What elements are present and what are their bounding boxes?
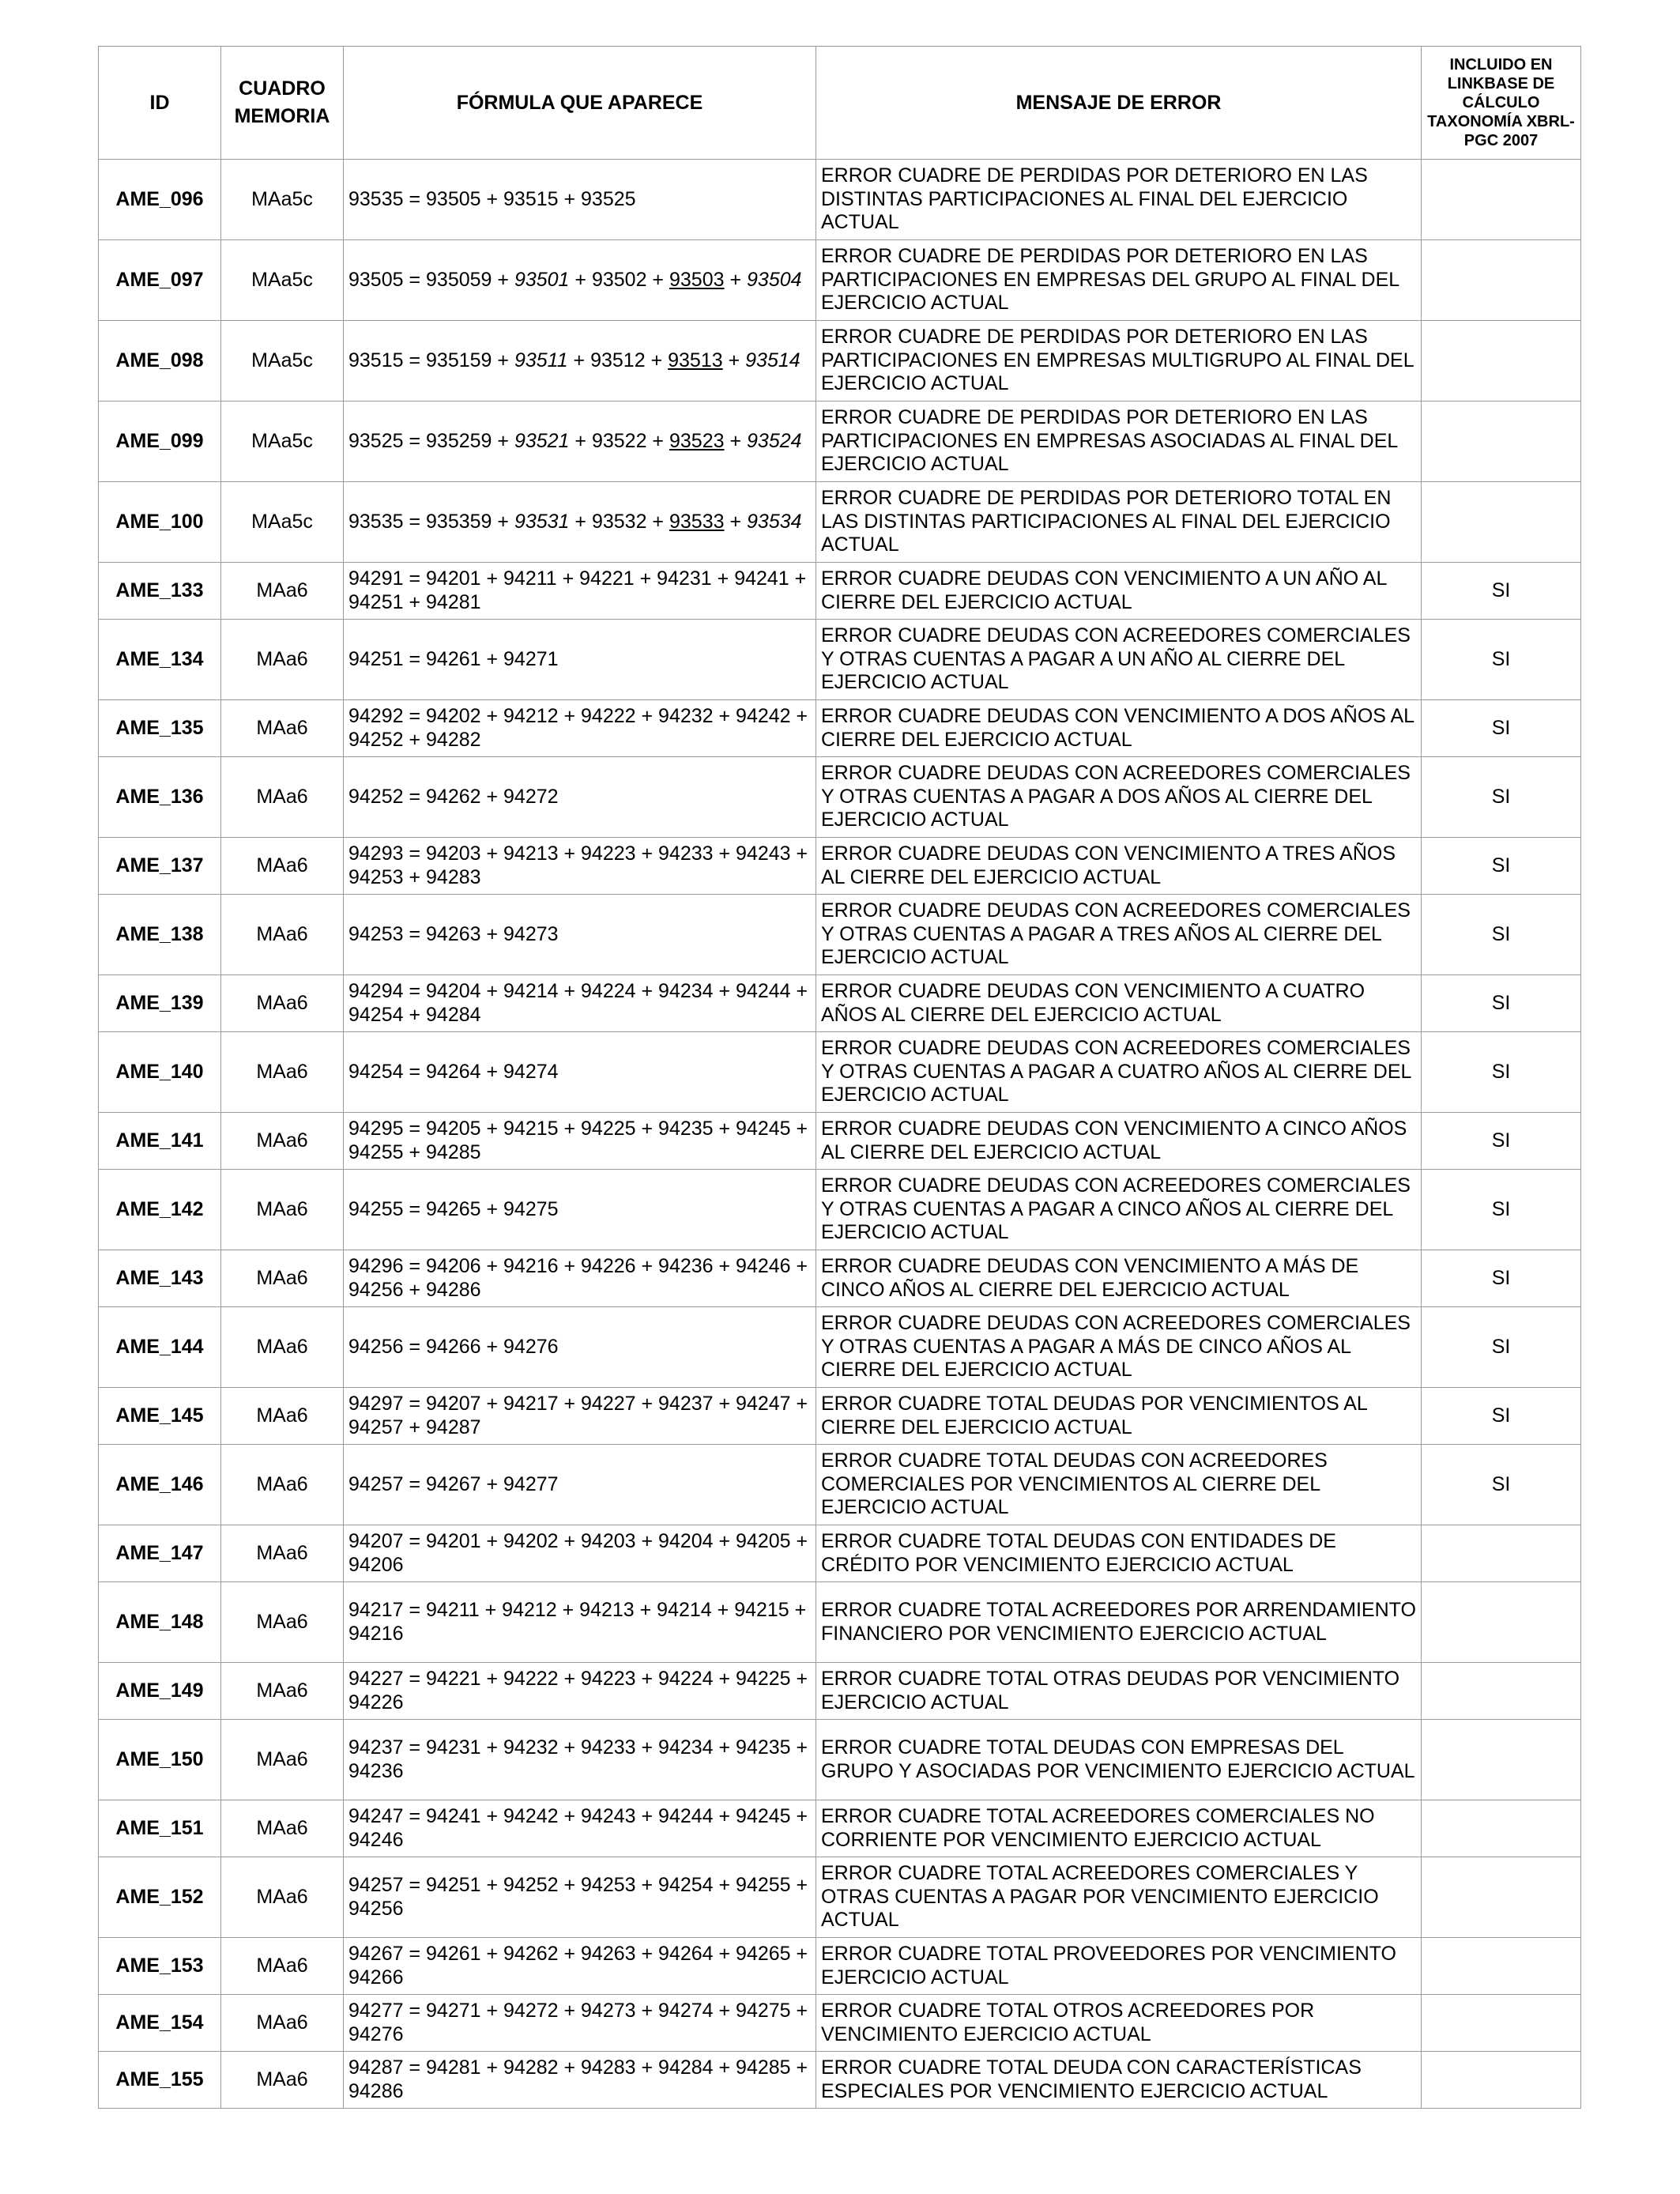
included-flag bbox=[1422, 482, 1581, 563]
formula-italic-term: 93501 bbox=[514, 268, 570, 291]
header-formula: FÓRMULA QUE APARECE bbox=[344, 47, 816, 160]
formula: 94267 = 94261 + 94262 + 94263 + 94264 + 94265 + 94266 bbox=[344, 1938, 816, 1995]
cuadro-memoria: MAa6 bbox=[221, 1800, 344, 1857]
included-flag: SI bbox=[1422, 1170, 1581, 1250]
rule-id: AME_146 bbox=[99, 1445, 221, 1525]
included-flag: SI bbox=[1422, 700, 1581, 757]
cuadro-memoria: MAa5c bbox=[221, 160, 344, 240]
rule-id: AME_151 bbox=[99, 1800, 221, 1857]
formula-text: 93515 = 935159 + bbox=[348, 349, 514, 371]
formula-text: 93505 = 935059 + bbox=[348, 268, 514, 291]
formula-italic-term: 93524 bbox=[747, 429, 802, 452]
table-row bbox=[99, 757, 1581, 838]
rule-id: AME_098 bbox=[99, 321, 221, 401]
formula: 94256 = 94266 + 94276 bbox=[344, 1307, 816, 1388]
table-row bbox=[99, 895, 1581, 975]
formula-text: + 93522 + bbox=[569, 429, 669, 452]
formula: 94287 = 94281 + 94282 + 94283 + 94284 + 94285 + 94286 bbox=[344, 2052, 816, 2109]
error-message: ERROR CUADRE DEUDAS CON ACREEDORES COMERCIALES Y OTRAS CUENTAS A PAGAR A UN AÑO AL CIERRE DEL EJERCICIO ACTUAL bbox=[816, 620, 1422, 700]
table-row bbox=[99, 620, 1581, 700]
error-message: ERROR CUADRE DEUDAS CON ACREEDORES COMERCIALES Y OTRAS CUENTAS A PAGAR A TRES AÑOS AL CIERRE DEL EJERCICIO ACTUAL bbox=[816, 895, 1422, 975]
formula: 94297 = 94207 + 94217 + 94227 + 94237 + 94247 + 94257 + 94287 bbox=[344, 1388, 816, 1445]
error-message: ERROR CUADRE DEUDAS CON ACREEDORES COMERCIALES Y OTRAS CUENTAS A PAGAR A MÁS DE CINCO AÑOS AL CIERRE DEL EJERCICIO ACTUAL bbox=[816, 1307, 1422, 1388]
rule-id: AME_152 bbox=[99, 1857, 221, 1938]
formula: 94291 = 94201 + 94211 + 94221 + 94231 + 94241 + 94251 + 94281 bbox=[344, 563, 816, 620]
error-message: ERROR CUADRE TOTAL DEUDAS CON ENTIDADES DE CRÉDITO POR VENCIMIENTO EJERCICIO ACTUAL bbox=[816, 1525, 1422, 1582]
table-row bbox=[99, 1800, 1581, 1857]
rule-id: AME_135 bbox=[99, 700, 221, 757]
formula-text: + bbox=[722, 349, 746, 371]
rule-id: AME_153 bbox=[99, 1938, 221, 1995]
error-message: ERROR CUADRE TOTAL DEUDAS POR VENCIMIENTOS AL CIERRE DEL EJERCICIO ACTUAL bbox=[816, 1388, 1422, 1445]
table-row bbox=[99, 838, 1581, 895]
error-message: ERROR CUADRE TOTAL OTRAS DEUDAS POR VENCIMIENTO EJERCICIO ACTUAL bbox=[816, 1663, 1422, 1720]
table-row bbox=[99, 1525, 1581, 1582]
header-cuadro-memoria: CUADRO MEMORIA bbox=[221, 47, 344, 160]
included-flag: SI bbox=[1422, 563, 1581, 620]
formula: 94254 = 94264 + 94274 bbox=[344, 1032, 816, 1113]
included-flag bbox=[1422, 401, 1581, 482]
table-row bbox=[99, 1113, 1581, 1170]
included-flag: SI bbox=[1422, 1032, 1581, 1113]
included-flag bbox=[1422, 1663, 1581, 1720]
table-row bbox=[99, 1720, 1581, 1800]
included-flag bbox=[1422, 321, 1581, 401]
header-id: ID bbox=[99, 47, 221, 160]
error-message: ERROR CUADRE DEUDAS CON VENCIMIENTO A CINCO AÑOS AL CIERRE DEL EJERCICIO ACTUAL bbox=[816, 1113, 1422, 1170]
formula: 94237 = 94231 + 94232 + 94233 + 94234 + 94235 + 94236 bbox=[344, 1720, 816, 1800]
included-flag: SI bbox=[1422, 895, 1581, 975]
rule-id: AME_099 bbox=[99, 401, 221, 482]
formula-text: + bbox=[724, 268, 748, 291]
error-message: ERROR CUADRE TOTAL ACREEDORES POR ARRENDAMIENTO FINANCIERO POR VENCIMIENTO EJERCICIO ACTUAL bbox=[816, 1582, 1422, 1663]
included-flag: SI bbox=[1422, 1307, 1581, 1388]
included-flag bbox=[1422, 1995, 1581, 2052]
error-message: ERROR CUADRE DEUDAS CON VENCIMIENTO A DOS AÑOS AL CIERRE DEL EJERCICIO ACTUAL bbox=[816, 700, 1422, 757]
formula: 94257 = 94267 + 94277 bbox=[344, 1445, 816, 1525]
table-row bbox=[99, 1170, 1581, 1250]
included-flag bbox=[1422, 1720, 1581, 1800]
header-row bbox=[99, 47, 1581, 160]
rule-id: AME_134 bbox=[99, 620, 221, 700]
table-row bbox=[99, 401, 1581, 482]
cuadro-memoria: MAa5c bbox=[221, 321, 344, 401]
rule-id: AME_097 bbox=[99, 240, 221, 321]
included-flag bbox=[1422, 1582, 1581, 1663]
error-message: ERROR CUADRE DE PERDIDAS POR DETERIORO EN LAS PARTICIPACIONES EN EMPRESAS DEL GRUPO AL FINAL DEL EJERCICIO ACTUAL bbox=[816, 240, 1422, 321]
cuadro-memoria: MAa5c bbox=[221, 401, 344, 482]
table-row bbox=[99, 975, 1581, 1032]
error-message: ERROR CUADRE TOTAL OTROS ACREEDORES POR VENCIMIENTO EJERCICIO ACTUAL bbox=[816, 1995, 1422, 2052]
table-row bbox=[99, 1032, 1581, 1113]
cuadro-memoria: MAa6 bbox=[221, 620, 344, 700]
formula-italic-term: 93504 bbox=[747, 268, 802, 291]
cuadro-memoria: MAa6 bbox=[221, 1307, 344, 1388]
formula: 94257 = 94251 + 94252 + 94253 + 94254 + 94255 + 94256 bbox=[344, 1857, 816, 1938]
error-message: ERROR CUADRE DEUDAS CON VENCIMIENTO A TRES AÑOS AL CIERRE DEL EJERCICIO ACTUAL bbox=[816, 838, 1422, 895]
cuadro-memoria: MAa6 bbox=[221, 1938, 344, 1995]
error-message: ERROR CUADRE TOTAL ACREEDORES COMERCIALES NO CORRIENTE POR VENCIMIENTO EJERCICIO ACTUAL bbox=[816, 1800, 1422, 1857]
table-row bbox=[99, 563, 1581, 620]
formula: 94227 = 94221 + 94222 + 94223 + 94224 + 94225 + 94226 bbox=[344, 1663, 816, 1720]
error-message: ERROR CUADRE DE PERDIDAS POR DETERIORO TOTAL EN LAS DISTINTAS PARTICIPACIONES AL FINAL DEL EJERCICIO ACTUAL bbox=[816, 482, 1422, 563]
included-flag bbox=[1422, 160, 1581, 240]
cuadro-memoria: MAa5c bbox=[221, 482, 344, 563]
rule-id: AME_150 bbox=[99, 1720, 221, 1800]
cuadro-memoria: MAa6 bbox=[221, 563, 344, 620]
table-row bbox=[99, 482, 1581, 563]
error-message: ERROR CUADRE DEUDAS CON ACREEDORES COMERCIALES Y OTRAS CUENTAS A PAGAR A CINCO AÑOS AL CIERRE DEL EJERCICIO ACTUAL bbox=[816, 1170, 1422, 1250]
formula: 94252 = 94262 + 94272 bbox=[344, 757, 816, 838]
formula: 94295 = 94205 + 94215 + 94225 + 94235 + 94245 + 94255 + 94285 bbox=[344, 1113, 816, 1170]
table-row bbox=[99, 240, 1581, 321]
rule-id: AME_142 bbox=[99, 1170, 221, 1250]
rule-id: AME_139 bbox=[99, 975, 221, 1032]
cuadro-memoria: MAa6 bbox=[221, 975, 344, 1032]
formula: 94296 = 94206 + 94216 + 94226 + 94236 + 94246 + 94256 + 94286 bbox=[344, 1250, 816, 1307]
formula: 94292 = 94202 + 94212 + 94222 + 94232 + 94242 + 94252 + 94282 bbox=[344, 700, 816, 757]
formula: 94253 = 94263 + 94273 bbox=[344, 895, 816, 975]
cuadro-memoria: MAa6 bbox=[221, 700, 344, 757]
error-message: ERROR CUADRE TOTAL DEUDAS CON EMPRESAS DEL GRUPO Y ASOCIADAS POR VENCIMIENTO EJERCICIO ACTUAL bbox=[816, 1720, 1422, 1800]
included-flag bbox=[1422, 240, 1581, 321]
included-flag: SI bbox=[1422, 838, 1581, 895]
rule-id: AME_147 bbox=[99, 1525, 221, 1582]
formula: 94251 = 94261 + 94271 bbox=[344, 620, 816, 700]
validation-rules-table bbox=[98, 46, 1581, 2109]
formula bbox=[344, 240, 816, 321]
included-flag: SI bbox=[1422, 975, 1581, 1032]
table-row bbox=[99, 1250, 1581, 1307]
table-row bbox=[99, 1307, 1581, 1388]
formula: 94217 = 94211 + 94212 + 94213 + 94214 + 94215 + 94216 bbox=[344, 1582, 816, 1663]
table-row bbox=[99, 1582, 1581, 1663]
formula bbox=[344, 321, 816, 401]
error-message: ERROR CUADRE TOTAL ACREEDORES COMERCIALES Y OTRAS CUENTAS A PAGAR POR VENCIMIENTO EJERCICIO ACTUAL bbox=[816, 1857, 1422, 1938]
included-flag bbox=[1422, 1857, 1581, 1938]
cuadro-memoria: MAa6 bbox=[221, 1250, 344, 1307]
cuadro-memoria: MAa6 bbox=[221, 1663, 344, 1720]
error-message: ERROR CUADRE DE PERDIDAS POR DETERIORO EN LAS PARTICIPACIONES EN EMPRESAS MULTIGRUPO AL FINAL DEL EJERCICIO ACTUAL bbox=[816, 321, 1422, 401]
cuadro-memoria: MAa6 bbox=[221, 1113, 344, 1170]
cuadro-memoria: MAa6 bbox=[221, 1720, 344, 1800]
error-message: ERROR CUADRE DEUDAS CON ACREEDORES COMERCIALES Y OTRAS CUENTAS A PAGAR A DOS AÑOS AL CIERRE DEL EJERCICIO ACTUAL bbox=[816, 757, 1422, 838]
cuadro-memoria: MAa6 bbox=[221, 1995, 344, 2052]
cuadro-memoria: MAa6 bbox=[221, 1032, 344, 1113]
cuadro-memoria: MAa6 bbox=[221, 1388, 344, 1445]
formula-text: + 93532 + bbox=[569, 510, 669, 533]
table-row bbox=[99, 1995, 1581, 2052]
table-row bbox=[99, 160, 1581, 240]
formula-text: + bbox=[724, 510, 748, 533]
included-flag: SI bbox=[1422, 1445, 1581, 1525]
error-message: ERROR CUADRE TOTAL DEUDAS CON ACREEDORES COMERCIALES POR VENCIMIENTOS AL CIERRE DEL EJERCICIO ACTUAL bbox=[816, 1445, 1422, 1525]
formula: 94277 = 94271 + 94272 + 94273 + 94274 + 94275 + 94276 bbox=[344, 1995, 816, 2052]
cuadro-memoria: MAa6 bbox=[221, 838, 344, 895]
formula: 94293 = 94203 + 94213 + 94223 + 94233 + 94243 + 94253 + 94283 bbox=[344, 838, 816, 895]
table-row bbox=[99, 2052, 1581, 2109]
included-flag: SI bbox=[1422, 620, 1581, 700]
rule-id: AME_143 bbox=[99, 1250, 221, 1307]
formula-italic-term: 93511 bbox=[514, 349, 568, 371]
included-flag bbox=[1422, 2052, 1581, 2109]
error-message: ERROR CUADRE DE PERDIDAS POR DETERIORO EN LAS DISTINTAS PARTICIPACIONES AL FINAL DEL EJERCICIO ACTUAL bbox=[816, 160, 1422, 240]
table-row bbox=[99, 1857, 1581, 1938]
header-mensaje-error: MENSAJE DE ERROR bbox=[816, 47, 1422, 160]
cuadro-memoria: MAa6 bbox=[221, 2052, 344, 2109]
table-row bbox=[99, 1938, 1581, 1995]
included-flag: SI bbox=[1422, 1113, 1581, 1170]
table-row bbox=[99, 700, 1581, 757]
formula-underlined-term: 93503 bbox=[669, 268, 725, 291]
cuadro-memoria: MAa6 bbox=[221, 1857, 344, 1938]
rule-id: AME_154 bbox=[99, 1995, 221, 2052]
included-flag: SI bbox=[1422, 1388, 1581, 1445]
rule-id: AME_148 bbox=[99, 1582, 221, 1663]
table-row bbox=[99, 1663, 1581, 1720]
header-incluido-linkbase: INCLUIDO EN LINKBASE DE CÁLCULO TAXONOMÍA XBRL-PGC 2007 bbox=[1422, 47, 1581, 160]
table-row bbox=[99, 321, 1581, 401]
cuadro-memoria: MAa6 bbox=[221, 895, 344, 975]
formula: 94247 = 94241 + 94242 + 94243 + 94244 + 94245 + 94246 bbox=[344, 1800, 816, 1857]
formula: 94294 = 94204 + 94214 + 94224 + 94234 + 94244 + 94254 + 94284 bbox=[344, 975, 816, 1032]
formula-text: 93535 = 935359 + bbox=[348, 510, 514, 533]
error-message: ERROR CUADRE DEUDAS CON VENCIMIENTO A UN AÑO AL CIERRE DEL EJERCICIO ACTUAL bbox=[816, 563, 1422, 620]
formula-underlined-term: 93533 bbox=[669, 510, 725, 533]
error-message: ERROR CUADRE DEUDAS CON ACREEDORES COMERCIALES Y OTRAS CUENTAS A PAGAR A CUATRO AÑOS AL CIERRE DEL EJERCICIO ACTUAL bbox=[816, 1032, 1422, 1113]
cuadro-memoria: MAa6 bbox=[221, 1170, 344, 1250]
formula-italic-term: 93534 bbox=[747, 510, 802, 533]
formula: 94207 = 94201 + 94202 + 94203 + 94204 + 94205 + 94206 bbox=[344, 1525, 816, 1582]
rule-id: AME_138 bbox=[99, 895, 221, 975]
rule-id: AME_137 bbox=[99, 838, 221, 895]
cuadro-memoria: MAa6 bbox=[221, 1525, 344, 1582]
formula-text: + 93502 + bbox=[569, 268, 669, 291]
rule-id: AME_100 bbox=[99, 482, 221, 563]
error-message: ERROR CUADRE TOTAL PROVEEDORES POR VENCIMIENTO EJERCICIO ACTUAL bbox=[816, 1938, 1422, 1995]
rule-id: AME_149 bbox=[99, 1663, 221, 1720]
included-flag bbox=[1422, 1525, 1581, 1582]
included-flag bbox=[1422, 1800, 1581, 1857]
rule-id: AME_133 bbox=[99, 563, 221, 620]
formula-underlined-term: 93523 bbox=[669, 429, 725, 452]
included-flag: SI bbox=[1422, 757, 1581, 838]
rule-id: AME_141 bbox=[99, 1113, 221, 1170]
rule-id: AME_096 bbox=[99, 160, 221, 240]
error-message: ERROR CUADRE DE PERDIDAS POR DETERIORO EN LAS PARTICIPACIONES EN EMPRESAS ASOCIADAS AL FINAL DEL EJERCICIO ACTUAL bbox=[816, 401, 1422, 482]
rule-id: AME_140 bbox=[99, 1032, 221, 1113]
formula: 93535 = 93505 + 93515 + 93525 bbox=[344, 160, 816, 240]
formula-text: + bbox=[724, 429, 748, 452]
formula: 94255 = 94265 + 94275 bbox=[344, 1170, 816, 1250]
rule-id: AME_136 bbox=[99, 757, 221, 838]
included-flag: SI bbox=[1422, 1250, 1581, 1307]
formula bbox=[344, 401, 816, 482]
included-flag bbox=[1422, 1938, 1581, 1995]
cuadro-memoria: MAa6 bbox=[221, 1582, 344, 1663]
error-message: ERROR CUADRE DEUDAS CON VENCIMIENTO A MÁS DE CINCO AÑOS AL CIERRE DEL EJERCICIO ACTUAL bbox=[816, 1250, 1422, 1307]
formula-text: + 93512 + bbox=[567, 349, 669, 371]
rule-id: AME_144 bbox=[99, 1307, 221, 1388]
rule-id: AME_155 bbox=[99, 2052, 221, 2109]
cuadro-memoria: MAa6 bbox=[221, 757, 344, 838]
rule-id: AME_145 bbox=[99, 1388, 221, 1445]
formula-underlined-term: 93513 bbox=[668, 349, 723, 371]
error-message: ERROR CUADRE TOTAL DEUDA CON CARACTERÍSTICAS ESPECIALES POR VENCIMIENTO EJERCICIO ACTUAL bbox=[816, 2052, 1422, 2109]
cuadro-memoria: MAa5c bbox=[221, 240, 344, 321]
formula bbox=[344, 482, 816, 563]
error-message: ERROR CUADRE DEUDAS CON VENCIMIENTO A CUATRO AÑOS AL CIERRE DEL EJERCICIO ACTUAL bbox=[816, 975, 1422, 1032]
table-row bbox=[99, 1445, 1581, 1525]
cuadro-memoria: MAa6 bbox=[221, 1445, 344, 1525]
table-row bbox=[99, 1388, 1581, 1445]
formula-text: 93525 = 935259 + bbox=[348, 429, 514, 452]
formula-italic-term: 93531 bbox=[514, 510, 570, 533]
formula-italic-term: 93521 bbox=[514, 429, 570, 452]
formula-italic-term: 93514 bbox=[745, 349, 800, 371]
